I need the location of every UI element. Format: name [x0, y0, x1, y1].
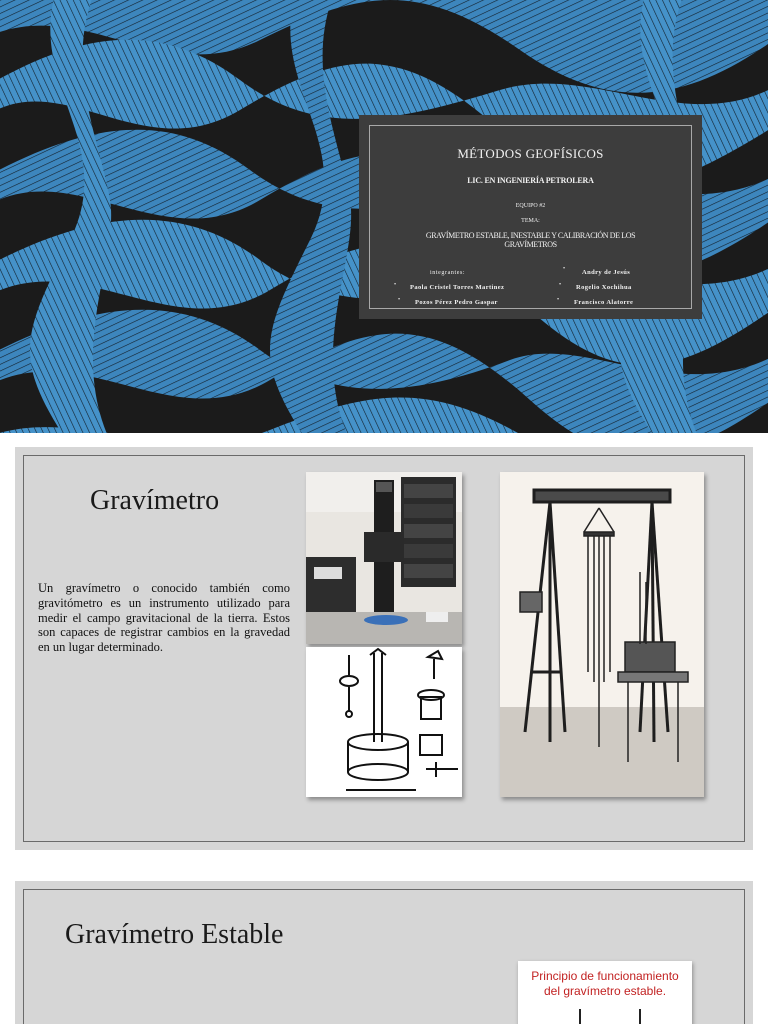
- bullet-icon: •: [398, 297, 401, 303]
- member-name: Pozos Pérez Pedro Gaspar: [415, 299, 498, 306]
- member-name: Rogelio Xochihua: [576, 284, 632, 291]
- slide-title: Gravímetro Estable: [65, 919, 284, 950]
- topic-text: GRAVÍMETRO ESTABLE, INESTABLE Y CALIBRACIÓN DE LOS GRAVÍMETROS: [425, 231, 636, 249]
- members-heading: integrantes:: [430, 270, 466, 276]
- gravimeter-slide: [15, 447, 753, 850]
- slide-body-text: Un gravímetro o conocido también como gravitómetro es un instrumento utilizado para medir el campo gravitacional de la tierra. Estos son capaces de registrar cambios en la gravedad en un lugar determinado.: [38, 581, 290, 655]
- bullet-icon: •: [563, 266, 566, 272]
- member-name: Paola Cristel Torres Martinez: [410, 284, 505, 291]
- member-name: Francisco Alatorre: [574, 299, 634, 306]
- lab-photo-drawing: [306, 472, 462, 644]
- title-panel-border: [369, 125, 692, 309]
- diagram-drawing: [518, 1005, 692, 1024]
- gravimeter-parts-drawing: [306, 647, 462, 797]
- stable-gravimeter-slide: [15, 881, 753, 1024]
- parts-drawing: [306, 647, 462, 797]
- topic-label: TEMA:: [521, 218, 540, 224]
- presentation-title: MÉTODOS GEOFÍSICOS: [457, 146, 604, 161]
- slide-title: Gravímetro: [90, 485, 220, 516]
- pendulum-apparatus-engraving: [500, 472, 704, 797]
- diagram-caption: [518, 969, 692, 999]
- gravimeter-lab-photo: [306, 472, 462, 644]
- degree-subtitle: LIC. EN INGENIERÍA PETROLERA: [467, 176, 594, 185]
- engraving-drawing: [500, 472, 704, 797]
- diagram-caption-line2: del gravímetro estable.: [543, 984, 667, 998]
- title-panel: [359, 115, 702, 319]
- member-name: Andry de Jesús: [582, 269, 631, 276]
- bullet-icon: •: [557, 297, 560, 303]
- title-slide: [0, 0, 768, 433]
- diagram-caption-line1: Principio de funcionamiento: [531, 969, 679, 983]
- team-label: EQUIPO #2: [515, 203, 546, 209]
- bullet-icon: •: [559, 282, 562, 288]
- stable-gravimeter-diagram: [518, 961, 692, 1024]
- bullet-icon: •: [394, 282, 397, 288]
